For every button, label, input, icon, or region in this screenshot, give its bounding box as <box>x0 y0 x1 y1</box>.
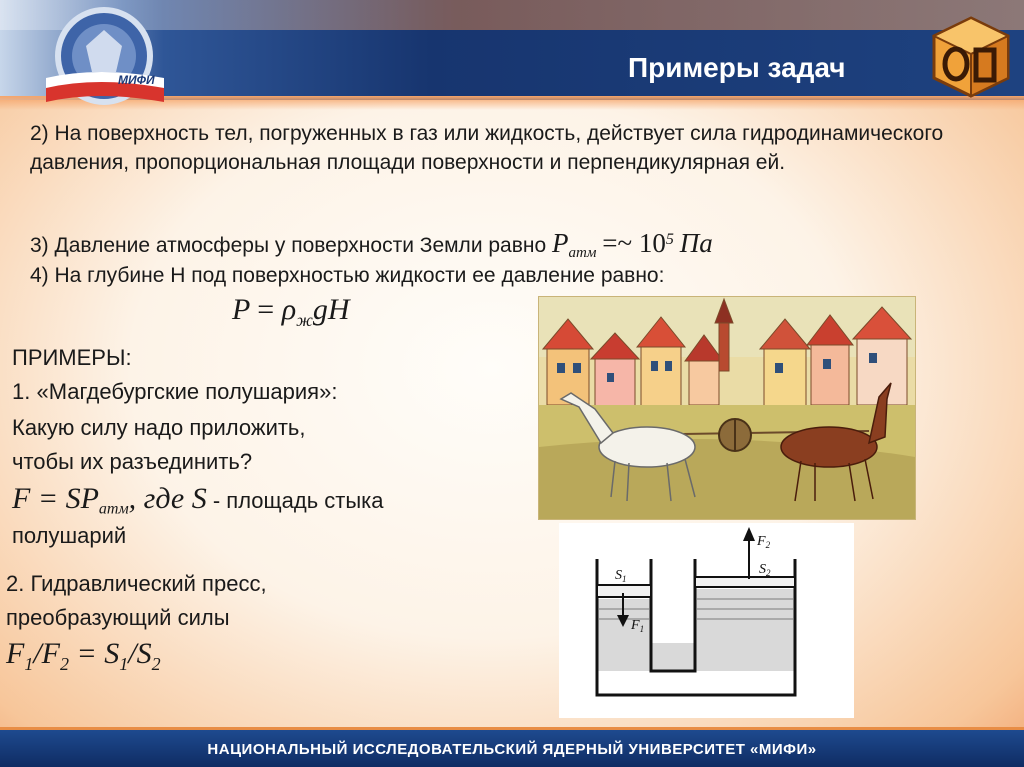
label-s2: $S_2$ <box>759 562 771 578</box>
ex2-slash1: /F <box>33 637 60 670</box>
pressure-formula <box>232 293 350 335</box>
formula-eq: = <box>257 293 275 326</box>
formula-rest: gH <box>312 293 350 326</box>
ex1-where: , где S <box>128 482 207 515</box>
example-1-formula <box>12 482 384 524</box>
hydraulic-press-diagram <box>559 523 854 718</box>
ex2-slash2: /S <box>128 637 152 670</box>
examples-heading: ПРИМЕРЫ: <box>12 345 132 370</box>
footer-bar <box>0 727 1024 767</box>
example-2-line1: 2. Гидравлический пресс, <box>6 571 267 596</box>
formula-rho: ρ <box>281 293 297 326</box>
mephi-logo <box>38 6 170 110</box>
ex1-sub: атм <box>98 500 129 518</box>
example-1-desc2: полушарий <box>12 523 127 548</box>
ex1-F: F = SP <box>12 482 99 515</box>
point-2 <box>30 120 1020 177</box>
label-s1: $S_1$ <box>615 568 627 584</box>
example-2-line2: преобразующий силы <box>6 605 230 630</box>
example-1-title: 1. «Магдебургские полушария»: <box>12 379 338 404</box>
point-2-text: 2) На поверхность тел, погруженных в газ или жидкость, действует сила гидродинамического давления, пропорциональная площади поверхности и перпендикулярная ей. <box>30 122 944 174</box>
example-2-formula <box>6 637 161 679</box>
magdeburg-illustration <box>538 296 916 520</box>
p-atm-unit: Па <box>679 228 713 258</box>
label-f1: $F_1$ <box>631 618 645 634</box>
p-atm-sub: атм <box>568 245 597 262</box>
p-atm-symbol: P <box>552 228 569 258</box>
magdeburg-scene <box>539 297 915 519</box>
point-4: 4) На глубине H под поверхностью жидкости ее давление равно: <box>30 264 665 287</box>
press-svg <box>559 523 854 718</box>
ex1-desc: - площадь стыка <box>206 488 384 513</box>
formula-lhs: P <box>232 293 250 326</box>
ex2-s4: 2 <box>151 654 161 674</box>
formula-rho-sub: ж <box>296 310 313 330</box>
logo-left-text: МИФИ <box>118 73 155 87</box>
ex2-s2: 2 <box>60 654 69 674</box>
p-atm-exp: 5 <box>665 231 674 248</box>
ex2-s1: 1 <box>24 654 34 674</box>
ex2-s3: 1 <box>119 654 129 674</box>
point-3-text: 3) Давление атмосферы у поверхности Земли равно <box>30 234 547 257</box>
p-atm-eq: =~ 10 <box>602 228 666 258</box>
example-1-line1: Какую силу надо приложить, <box>12 415 306 440</box>
slide-title: Примеры задач <box>628 52 846 83</box>
ex2-F1: F <box>6 637 25 670</box>
ex2-eq: = S <box>69 637 120 670</box>
footer-text: НАЦИОНАЛЬНЫЙ ИССЛЕДОВАТЕЛЬСКИЙ ЯДЕРНЫЙ УНИВЕРСИТЕТ «МИФИ» <box>207 741 817 758</box>
label-f2: $F_2$ <box>757 534 771 550</box>
example-1-line2: чтобы их разъединить? <box>12 449 253 474</box>
cube-logo <box>928 14 1014 100</box>
